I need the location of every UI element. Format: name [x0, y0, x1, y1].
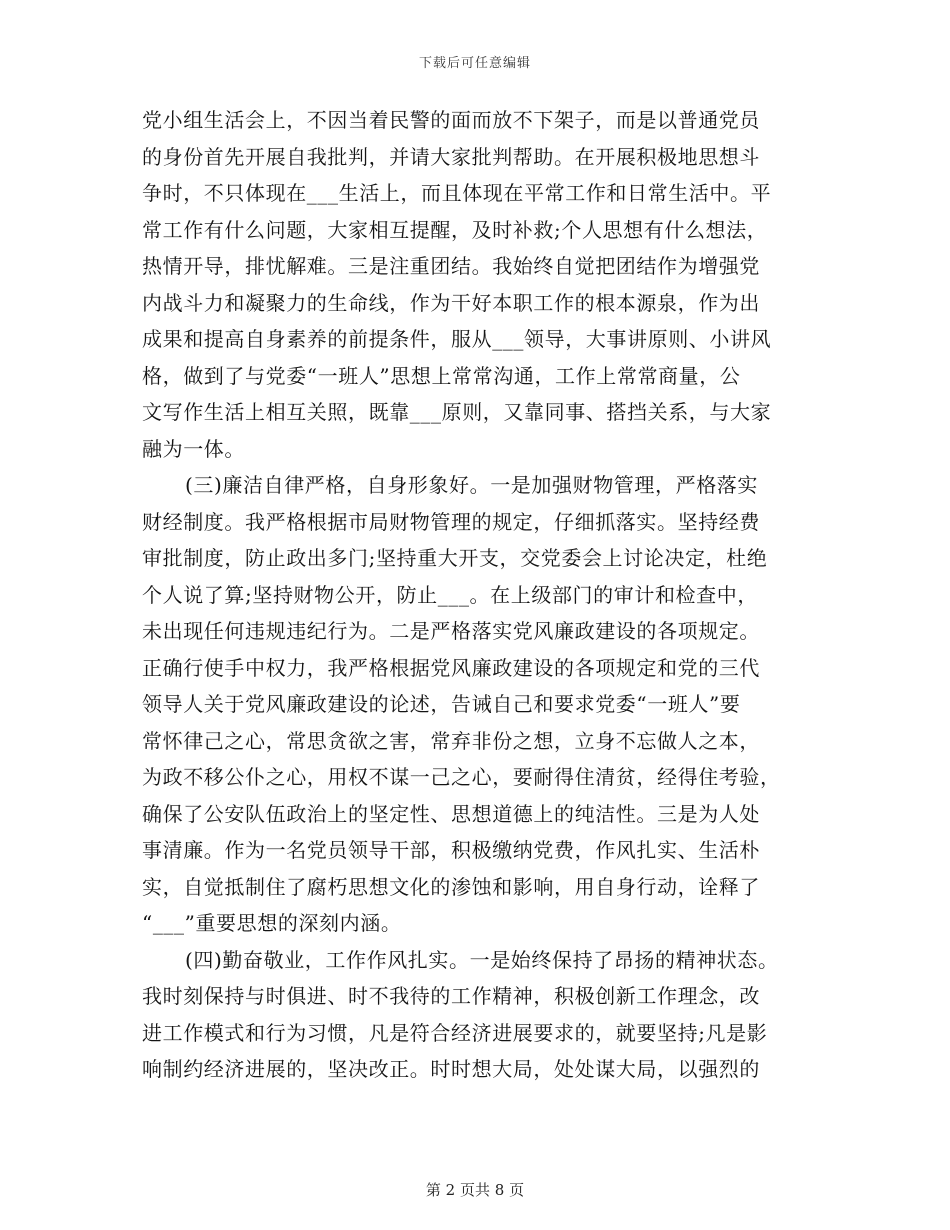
text-line: 财经制度。我严格根据市局财物管理的规定，仔细抓落实。坚持经费: [142, 509, 760, 534]
text-line: 争时，不只体现在___生活上，而且体现在平常工作和日常生活中。平: [142, 181, 772, 205]
text-line: 确保了公安队伍政治上的坚定性、思想道德上的纯洁性。三是为人处: [142, 801, 760, 826]
text-line: 未出现任何违规违纪行为。二是严格落实党风廉政建设的各项规定。: [142, 619, 760, 643]
page-number: 第 2 页共 8 页: [425, 1181, 525, 1199]
text-line: 融为一体。: [142, 436, 245, 461]
text-line: 审批制度，防止政出多门;坚持重大开支，交党委会上讨论决定，杜绝: [142, 546, 768, 570]
paragraph-heading: (三)廉洁自律严格，自身形象好。一是加强财物管理，严格落实: [185, 473, 759, 497]
text-line: 内战斗力和凝聚力的生命线，作为干好本职工作的根本源泉，作为出: [142, 290, 760, 315]
text-line: 格，做到了与党委“一班人”思想上常常沟通，工作上常常商量，公: [142, 363, 741, 388]
text-line: 常怀律己之心，常思贪欲之害，常弃非份之想，立身不忘做人之本，: [142, 728, 760, 753]
text-line: 实，自觉抵制住了腐朽思想文化的渗蚀和影响，用自身行动，诠释了: [142, 874, 760, 899]
text-line: 热情开导，排忧解难。三是注重团结。我始终自觉把团结作为增强党: [142, 254, 760, 278]
text-line: 常工作有什么问题，大家相互提醒，及时补救;个人思想有什么想法，: [142, 217, 768, 242]
text-line: 党小组生活会上，不因当着民警的面而放不下架子，而是以普通党员: [142, 108, 760, 132]
text-line: 领导人关于党风廉政建设的论述，告诫自己和要求党委“一班人”要: [142, 692, 741, 716]
text-line: 响制约经济进展的，坚决改正。时时想大局，处处谋大局，以强烈的: [142, 1057, 760, 1081]
text-line: 文写作生活上相互关照，既靠___原则，又靠同事、搭挡关系，与大家: [142, 400, 772, 424]
text-line: 我时刻保持与时俱进、时不我待的工作精神，积极创新工作理念，改: [142, 984, 760, 1008]
page-header: 下载后可任意编辑: [418, 56, 531, 71]
text-line: “___”重要思想的深刻内涵。: [142, 911, 402, 935]
text-line: 成果和提高自身素养的前提条件，服从___领导，大事讲原则、小讲风: [142, 327, 772, 351]
text-line: 个人说了算;坚持财物公开，防止___。在上级部门的审计和检查中，: [142, 582, 758, 607]
text-line: 的身份首先开展自我批判，并请大家批判帮助。在开展积极地思想斗: [142, 144, 760, 169]
text-line: 事清廉。作为一名党员领导干部，积极缴纳党费，作风扎实、生活朴: [142, 838, 760, 862]
text-line: 正确行使手中权力，我严格根据党风廉政建设的各项规定和党的三代: [142, 655, 760, 680]
text-line: 进工作模式和行为习惯，凡是符合经济进展要求的，就要坚持;凡是影: [142, 1020, 768, 1045]
paragraph-heading: (四)勤奋敬业，工作作风扎实。一是始终保持了昂扬的精神状态。: [185, 947, 779, 972]
text-line: 为政不移公仆之心，用权不谋一己之心，要耐得住清贫，经得住考验，: [142, 765, 781, 789]
